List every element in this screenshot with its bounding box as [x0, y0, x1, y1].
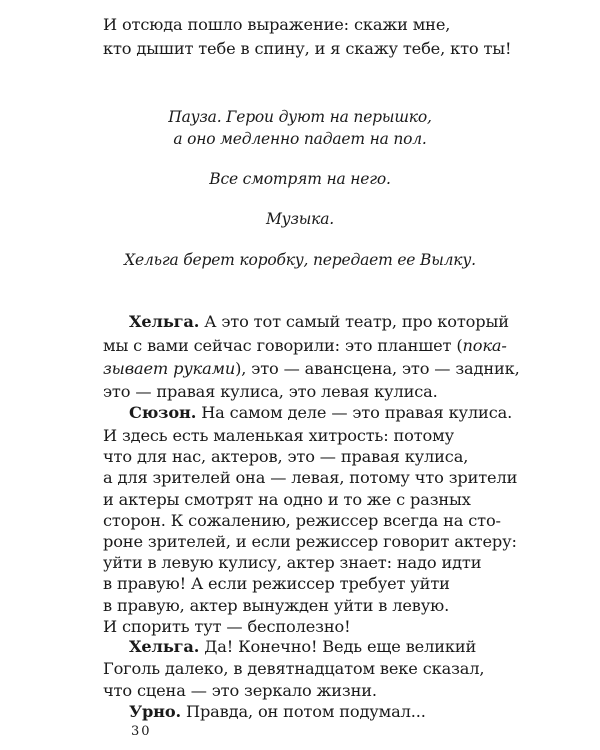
- dialogue-line: в правую! А если режиссер требует уйти: [103, 574, 450, 594]
- dialogue-line: в правую, актер вынужден уйти в левую.: [103, 595, 450, 615]
- dialogue-line: [103, 402, 549, 424]
- dialogue-line: что для нас, актеров, это — правая кулиса,: [103, 447, 469, 467]
- dialogue-line: Гоголь далеко, в девятнадцатом веке сказал,: [103, 659, 485, 678]
- dialogue-line: [103, 311, 549, 333]
- dialogue-line: И спорить тут — бесполезно!: [103, 616, 351, 636]
- text-line: кто дышит тебе в спину, и я скажу тебе, кто ты!: [103, 39, 512, 58]
- stage-direction: Пауза. Герои дуют на перышко,: [168, 108, 432, 126]
- dialogue-line: а для зрителей она — левая, потому что зрители: [103, 468, 518, 488]
- page-number: 30: [131, 724, 152, 739]
- dialogue-line: [103, 358, 523, 380]
- inline-stage-direction: пока-: [462, 336, 507, 355]
- dialogue-line: И здесь есть маленькая хитрость: потому: [103, 426, 454, 445]
- text-line: И отсюда пошло выражение: скажи мне,: [103, 15, 451, 34]
- dialogue-line: что сцена — это зеркало жизни.: [103, 681, 377, 700]
- speaker-name: Сюзон.: [129, 403, 197, 422]
- dialogue-line: и актеры смотрят на одно и то же с разных: [103, 489, 471, 509]
- stage-direction: Хельга берет коробку, передает ее Вылку.: [124, 251, 476, 269]
- dialogue-line: [103, 335, 523, 357]
- speech-text: ), это — авансцена, это — задник,: [235, 359, 520, 378]
- speech-text: Правда, он потом подумал...: [181, 702, 426, 721]
- dialogue-line: это — правая кулиса, это левая кулиса.: [103, 382, 438, 401]
- dialogue-line: сторон. К сожалению, режиссер всегда на сто-: [103, 510, 501, 530]
- dialogue-line: уйти в левую кулису, актер знает: надо идти: [103, 553, 482, 573]
- dialogue-line: [103, 701, 549, 723]
- speaker-name: Хельга.: [129, 312, 200, 331]
- stage-direction: Все смотрят на него.: [209, 170, 391, 188]
- inline-stage-direction: зывает руками: [103, 359, 236, 378]
- stage-direction: Музыка.: [266, 210, 334, 228]
- stage-direction: а оно медленно падает на пол.: [173, 130, 427, 148]
- speaker-name: Хельга.: [129, 637, 200, 656]
- dialogue-line: роне зрителей, и если режиссер говорит актеру:: [103, 532, 517, 551]
- speech-text: А это тот самый театр, про который: [199, 312, 509, 331]
- speech-text: На самом деле — это правая кулиса.: [196, 403, 513, 422]
- speech-text: мы с вами сейчас говорили: это планшет (: [103, 336, 463, 355]
- speech-text: Да! Конечно! Ведь еще великий: [199, 637, 477, 656]
- dialogue-line: [103, 636, 549, 658]
- speaker-name: Урно.: [129, 702, 181, 721]
